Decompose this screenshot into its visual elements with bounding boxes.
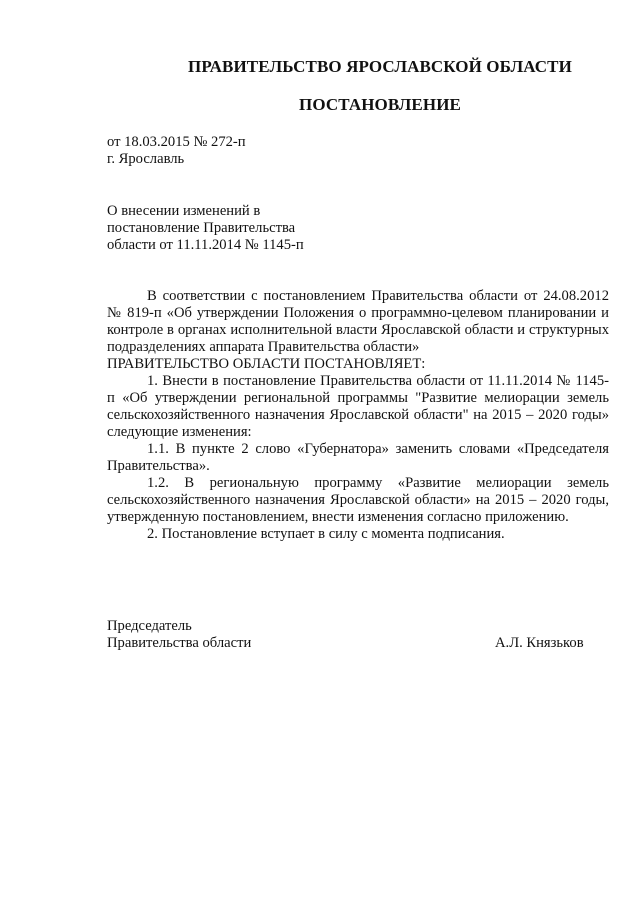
date-number: от 18.03.2015 № 272-п xyxy=(107,134,246,150)
item-2-paragraph: 2. Постановление вступает в силу с момента подписания. xyxy=(147,526,505,542)
item-1-2-paragraph: 1.2. В региональную программу «Развитие мелиорации земель сельскохозяйственного назначения Ярославской области» на 2015 – 2020 годы, утвержденную постановлением, внести изменения согласно приложению. xyxy=(107,475,609,525)
place: г. Ярославль xyxy=(107,151,185,167)
subject-line-2: постановление Правительства xyxy=(107,220,296,236)
organization-title: ПРАВИТЕЛЬСТВО ЯРОСЛАВСКОЙ ОБЛАСТИ xyxy=(188,57,572,76)
signature-title-line-1: Председатель xyxy=(107,618,192,634)
decree-line: ПРАВИТЕЛЬСТВО ОБЛАСТИ ПОСТАНОВЛЯЕТ: xyxy=(107,356,426,372)
subject-line-1: О внесении изменений в xyxy=(107,203,261,219)
document-body xyxy=(107,288,609,543)
item-1-1-paragraph: 1.1. В пункте 2 слово «Губернатора» заменить словами «Председателя Правительства». xyxy=(107,441,609,474)
signatory-name: А.Л. Князьков xyxy=(495,635,584,651)
signature-title-line-2: Правительства области xyxy=(107,635,252,651)
preamble-paragraph: В соответствии с постановлением Правительства области от 24.08.2012 № 819-п «Об утверждении Положения о программно-целевом планировании и контроле в органах исполнительной власти Ярославской области и структурных подразделениях аппарата Правительства области» xyxy=(107,288,609,355)
item-1-paragraph: 1. Внести в постановление Правительства области от 11.11.2014 № 1145-п «Об утверждении региональной программы "Развитие мелиорации земель сельскохозяйственного назначения Ярославской области" на 2015 – 2020 годы» следующие изменения: xyxy=(107,373,609,440)
subject-line-3: области от 11.11.2014 № 1145-п xyxy=(107,237,304,253)
document-type-title: ПОСТАНОВЛЕНИЕ xyxy=(299,95,461,114)
